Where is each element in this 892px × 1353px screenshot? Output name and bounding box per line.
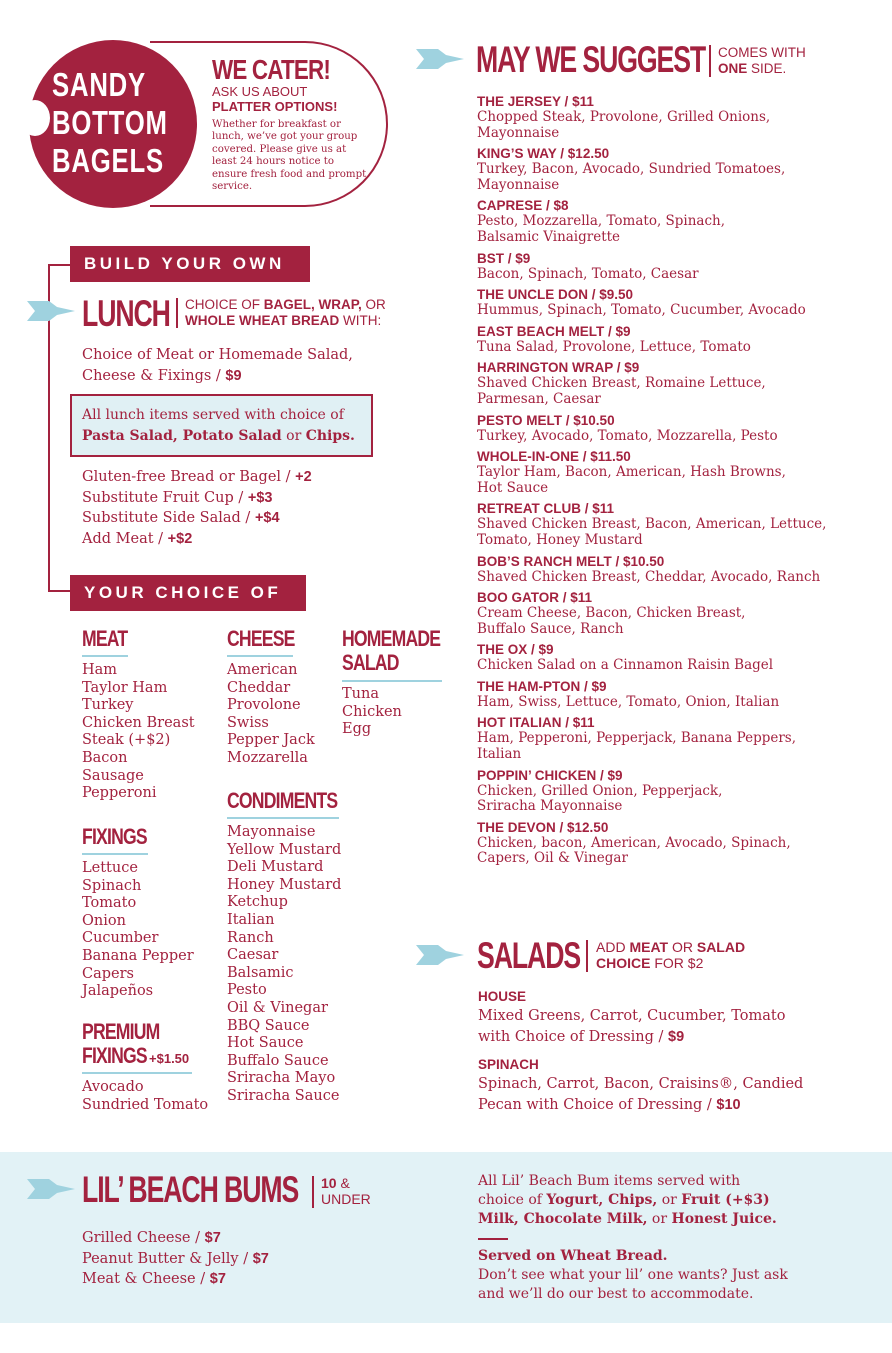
menu-item [477,93,837,141]
menu-item-desc [477,517,837,548]
list-item: Egg [342,721,372,738]
list-item: Balsamic [227,964,294,981]
menu-item-price: $8 [553,198,569,214]
kids-note-bold: Honest Juice. [671,1211,777,1227]
desc-line: Capers, Oil & Vinegar [477,850,628,867]
lunch-choice-line: Cheese & Fixings / [82,367,226,384]
kids-item-label: Meat & Cheese / [82,1271,210,1287]
menu-item-name: KING’S WAY [477,146,557,162]
list-item: Sundried Tomato [82,1096,209,1113]
salads-sub-text: ADD [596,939,630,955]
menu-item-name: WHOLE-IN-ONE [477,449,579,465]
list-item: Tuna [342,686,379,702]
desc-line: Chicken Salad on a Cinnamon Raisin Bagel [477,657,774,674]
kids-note-bold: Fruit (+$3) [681,1192,770,1208]
menu-item-desc [477,267,837,283]
list-item: Banana Pepper [82,947,194,964]
menu-item [477,197,837,245]
salad-desc [478,1006,838,1048]
menu-item-price: $9 [624,360,640,376]
cater-title: WE CATER! [212,54,331,85]
list-item: Turkey [82,697,134,714]
homemade-salad-list [342,686,447,739]
menu-item [477,359,837,407]
menu-item-price: $11.50 [590,449,631,465]
menu-item-title: BST / $9 [477,250,531,266]
menu-item-desc [477,303,837,319]
kids-item-price: $7 [252,1250,269,1267]
menu-item-name: BOB’S RANCH MELT [477,553,612,569]
menu-item-name: THE DEVON [477,819,556,835]
extra-label: Gluten-free Bread or Bagel / [82,469,296,485]
premium-price: +$1.50 [149,1051,190,1066]
salad-name: SPINACH [478,1057,539,1072]
list-item: Caesar [227,947,279,964]
menu-item-desc [477,110,837,141]
arrow-icon [27,299,75,323]
suggest-sub-line: SIDE. [747,61,787,76]
menu-item [477,641,837,674]
logo [52,66,192,180]
meat-list [82,662,200,803]
menu-item-price: $11 [592,501,615,517]
fixings-list [82,860,212,1001]
menu-item [477,286,837,319]
salad-desc-line: Pecan with Choice of Dressing / [478,1097,717,1113]
lunch-note-bold: Pasta Salad, Potato Salad [82,428,282,444]
homemade-salad-section [342,627,447,739]
desc-line: Balsamic Vinaigrette [477,228,621,245]
kids-item-label: Grilled Cheese / [82,1230,205,1246]
desc-line: Mayonnaise [477,124,560,141]
kids-note [478,1172,858,1304]
extra-price: +2 [295,469,312,485]
lunch-note-bold: Chips. [305,428,355,444]
menu-item-price: $9 [515,250,531,266]
kids-item [82,1228,269,1249]
list-item: Mozzarella [227,749,308,766]
homemade-salad-title: SALAD [342,650,399,675]
desc-line: Chicken, Grilled Onion, Pepperjack, [477,782,723,799]
condiments-list [227,824,377,1106]
desc-line: Tomato, Honey Mustard [477,531,643,548]
menu-item-desc [477,658,837,674]
menu-item-title: THE OX / $9 [477,642,554,658]
menu-item-price: $9 [615,323,631,339]
extra-label: Substitute Side Salad / [82,510,255,526]
salad-desc-line: with Choice of Dressing / [478,1029,669,1045]
logo-line: BAGELS [52,142,164,179]
salad-name: HOUSE [478,989,527,1004]
your-choice-bar: YOUR CHOICE OF [70,575,306,611]
list-item: Avocado [82,1079,144,1095]
kids-items [82,1228,269,1290]
list-item: Taylor Ham [82,679,168,696]
kids-sub-text: & [336,1175,350,1191]
salad-desc-line: Spinach, Carrot, Bacon, Craisins®, Candied [478,1076,804,1092]
kids-ask-line: and we’ll do our best to accommodate. [478,1286,754,1302]
extra-price: +$2 [167,530,193,547]
menu-item [477,714,837,762]
salads-sub-text: FOR $2 [650,955,704,971]
salads-sub-bold: CHOICE [596,955,651,971]
menu-item-price: $9 [591,678,607,694]
menu-item-title: HOT ITALIAN / $11 [477,715,595,731]
kids-note-line: All Lil’ Beach Bum items served with [478,1173,741,1189]
fixings-section [82,825,212,1001]
salad-spinach [478,1056,838,1116]
kids-item-label: Peanut Butter & Jelly / [82,1250,253,1267]
list-item: Yellow Mustard [227,841,342,858]
divider [586,940,588,972]
menu-item-name: HOT ITALIAN [477,715,562,731]
desc-line: Turkey, Bacon, Avocado, Sundried Tomatoes, [477,161,786,178]
menu-item-name: PESTO MELT [477,412,563,428]
arrow-icon [416,943,464,967]
cater-sub-line: ASK US ABOUT [212,84,308,99]
extra-label: Add Meat / [82,530,168,547]
menu-item-title: THE JERSEY / $11 [477,94,594,109]
desc-line: Bacon, Spinach, Tomato, Caesar [477,265,699,282]
menu-item-title: BOB’S RANCH MELT / $10.50 [477,553,665,569]
premium-rule [82,1072,192,1074]
premium-title: PREMIUM [82,1019,160,1044]
menu-item-price: $9 [607,767,623,783]
cheese-rule [227,655,293,657]
list-item: Sriracha Sauce [227,1087,340,1104]
meat-title: MEAT [82,626,128,651]
menu-item-title: KING’S WAY / $12.50 [477,146,610,162]
desc-line: Cream Cheese, Bacon, Chicken Breast, [477,605,746,622]
menu-item-title: BOO GATOR / $11 [477,590,593,606]
list-item: Hot Sauce [227,1035,304,1052]
lunch-extras [82,467,312,549]
menu-item-title: POPPIN’ CHICKEN / $9 [477,767,623,783]
list-item: Capers [82,965,134,982]
menu-item [477,819,837,867]
menu-item [477,589,837,637]
menu-item-price: $9.50 [599,287,634,303]
menu-item [477,553,837,586]
kids-note-text: or [657,1192,682,1208]
lunch-sub-text: CHOICE OF [185,297,264,312]
kids-note-bold: Yogurt, Chips, [546,1192,658,1208]
extra-item [82,508,312,529]
list-item: Mayonnaise [227,824,316,840]
lunch-choice [82,345,353,386]
fixings-rule [82,853,148,855]
list-item: Swiss [227,714,269,731]
salads-title: SALADS [477,935,581,976]
list-item: Deli Mustard [227,859,324,876]
menu-item-desc [477,695,837,711]
menu-item-desc [477,465,837,496]
salad-price: $9 [668,1029,685,1045]
suggest-sub-line: COMES WITH [718,45,806,60]
list-item: Spinach [82,877,142,894]
menu-item-title: CAPRESE / $8 [477,198,569,214]
logo-line: BOTTOM [52,104,168,141]
salads-sub-bold: SALAD [696,939,746,955]
salad-price: $10 [716,1097,741,1113]
list-item: Ranch [227,929,274,946]
extra-label: Substitute Fruit Cup / [82,489,248,506]
kids-served: Served on Wheat Bread. [478,1248,668,1264]
homemade-salad-rule [342,680,442,682]
desc-line: Chopped Steak, Provolone, Grilled Onions, [477,109,771,125]
premium-fixings-section [82,1020,217,1114]
cater-body: Whether for breakfast or lunch, we’ve got your group covered. Please give us at least 24 hours notice to ensure fresh food and prompt service. [212,119,367,193]
list-item: Chicken Breast [82,714,195,731]
menu-item-desc [477,606,837,637]
kids-sub-bold: 10 [321,1175,337,1191]
cater-subtitle [212,84,337,114]
menu-item-name: BST [477,250,504,266]
desc-line: Buffalo Sauce, Ranch [477,620,624,637]
salads-sub-bold: MEAT [629,939,669,955]
suggest-subtitle [718,45,806,77]
kids-item-price: $7 [204,1230,221,1246]
menu-item-title: EAST BEACH MELT / $9 [477,323,631,339]
extra-item [82,529,312,550]
menu-item-price: $10.50 [623,553,665,569]
lunch-sub-text: WITH: [339,313,382,328]
lunch-subtitle [185,297,386,329]
list-item: Tomato [82,895,137,912]
desc-line: Mayonnaise [477,176,560,193]
divider [176,298,178,328]
lunch-sub-text: OR [361,297,386,312]
extra-item [82,467,312,488]
menu-item-price: $12.50 [567,819,609,835]
menu-item [477,145,837,193]
lunch-price: $9 [225,367,242,384]
menu-item-title: THE DEVON / $12.50 [477,819,609,835]
salad-desc [478,1074,838,1116]
menu-item-desc [477,162,837,193]
desc-line: Italian [477,746,522,763]
list-item: Sausage [82,767,144,784]
menu-item-title: WHOLE-IN-ONE / $11.50 [477,449,631,465]
fixings-title: FIXINGS [82,824,147,849]
menu-item-name: CAPRESE [477,198,543,214]
build-your-own-bar: BUILD YOUR OWN [70,246,310,282]
list-item: BBQ Sauce [227,1017,310,1034]
menu-item-price: $12.50 [567,146,610,162]
menu-item-desc [477,570,837,586]
salad-desc-line: Mixed Greens, Carrot, Cucumber, Tomato [478,1008,786,1024]
list-item: Ham [82,662,118,678]
kids-title: LIL’ BEACH BUMS [82,1169,299,1210]
salads-sub-text: OR [668,939,697,955]
desc-line: Tuna Salad, Provolone, Lettuce, Tomato [477,338,751,355]
desc-line: Shaved Chicken Breast, Cheddar, Avocado, Ranch [477,568,821,585]
list-item: Lettuce [82,860,138,876]
premium-title: FIXINGS [82,1043,147,1068]
menu-item-price: $11 [572,715,595,731]
list-item: Oil & Vinegar [227,999,328,1016]
menu-item-desc [477,784,837,815]
cater-sub-bold: PLATTER OPTIONS! [212,99,338,114]
desc-line: Sriracha Mayonnaise [477,798,623,815]
menu-item-title: HARRINGTON WRAP / $9 [477,360,640,376]
lunch-choice-line: Choice of Meat or Homemade Salad, [82,347,353,363]
kids-subtitle [321,1175,371,1207]
menu-item-name: POPPIN’ CHICKEN [477,767,597,783]
menu-item-name: THE OX [477,642,528,658]
desc-line: Taylor Ham, Bacon, American, Hash Browns, [477,464,786,481]
list-item: Chicken [342,703,402,720]
premium-list [82,1079,217,1114]
suggest-list [477,93,837,871]
menu-item-desc [477,214,837,245]
menu-item [477,500,837,548]
desc-line: Hummus, Spinach, Tomato, Cucumber, Avocado [477,302,806,319]
list-item: Buffalo Sauce [227,1052,329,1069]
menu-item [477,323,837,356]
meat-section [82,627,200,803]
desc-line: Shaved Chicken Breast, Romaine Lettuce, [477,375,766,392]
lunch-note [70,394,373,457]
desc-line: Chicken, bacon, American, Avocado, Spinach, [477,834,791,851]
kids-sub-text: UNDER [321,1191,371,1207]
desc-line: Hot Sauce [477,479,549,496]
list-item: Sriracha Mayo [227,1070,336,1087]
desc-line: Pesto, Mozzarella, Tomato, Spinach, [477,213,726,230]
desc-line: Turkey, Avocado, Tomato, Mozzarella, Pesto [477,427,778,444]
menu-item-desc [477,376,837,407]
condiments-title: CONDIMENTS [227,788,338,813]
kids-note-rule [478,1238,508,1240]
condiments-rule [227,817,339,819]
list-item: Jalapeños [82,983,154,1000]
menu-item-name: HARRINGTON WRAP [477,360,614,376]
arrow-icon [416,47,464,71]
list-item: American [227,662,298,678]
logo-bite [20,100,50,136]
cheese-list [227,662,337,768]
salad-house [478,988,838,1048]
menu-item-price: $11 [570,590,593,606]
lunch-note-line: All lunch items served with choice of [82,407,344,423]
list-item: Onion [82,912,126,929]
list-item: Bacon [82,749,128,766]
menu-item-price: $10.50 [573,412,615,428]
kids-item [82,1249,269,1270]
kids-item [82,1269,269,1290]
desc-line: Shaved Chicken Breast, Bacon, American, Lettuce, [477,516,827,533]
lunch-note-text: or [281,428,306,444]
desc-line: Ham, Pepperoni, Pepperjack, Banana Peppers, [477,730,797,747]
list-item: Pepper Jack [227,732,315,749]
homemade-salad-title: HOMEMADE [342,626,441,651]
menu-item-title: RETREAT CLUB / $11 [477,501,615,517]
list-item: Pepperoni [82,785,157,802]
lunch-title: LUNCH [82,293,170,334]
kids-note-bold: Milk, Chocolate Milk, [478,1211,648,1227]
meat-rule [82,655,128,657]
menu-item-name: THE HAM-PTON [477,678,581,694]
premium-title-row [82,1044,217,1068]
menu-item-name: THE JERSEY [477,94,561,109]
menu-item-name: RETREAT CLUB [477,501,581,517]
list-item: Italian [227,911,275,928]
lunch-sub-bold: BAGEL, WRAP, [263,297,362,312]
cheese-section [227,627,337,768]
list-item: Honey Mustard [227,876,342,893]
extra-price: +$3 [247,489,273,506]
list-item: Steak (+$2) [82,732,171,749]
lunch-sub-bold: WHOLE WHEAT BREAD [185,313,340,328]
arrow-icon [27,1177,75,1201]
menu-item [477,250,837,283]
list-item: Cucumber [82,930,159,947]
menu-item [477,448,837,496]
menu-item-desc [477,731,837,762]
menu-item-title: THE UNCLE DON / $9.50 [477,287,634,303]
divider [709,45,711,77]
extra-price: +$4 [254,510,280,526]
menu-item-title: PESTO MELT / $10.50 [477,412,615,428]
menu-item [477,678,837,711]
desc-line: Ham, Swiss, Lettuce, Tomato, Onion, Italian [477,693,780,710]
menu-item-name: EAST BEACH MELT [477,323,605,339]
desc-line: Parmesan, Caesar [477,390,601,407]
logo-line: SANDY [52,66,147,103]
menu-item [477,767,837,815]
menu-item-name: THE UNCLE DON [477,287,588,303]
kids-item-price: $7 [209,1271,226,1287]
menu-item-desc [477,340,837,356]
kids-ask-line: Don’t see what your lil’ one wants? Just ask [478,1267,788,1283]
suggest-sub-bold: ONE [718,61,748,76]
condiments-section [227,789,377,1106]
list-item: Cheddar [227,679,291,696]
list-item: Provolone [227,697,301,714]
menu-item [477,412,837,445]
menu-item-name: BOO GATOR [477,590,560,606]
menu-item-desc [477,429,837,445]
menu-item-price: $11 [572,94,594,109]
list-item: Pesto [227,982,267,999]
menu-item-title: THE HAM-PTON / $9 [477,678,607,694]
kids-note-text: choice of [478,1192,547,1208]
kids-note-text: or [647,1211,672,1227]
suggest-title: MAY WE SUGGEST [476,39,706,80]
extra-item [82,488,312,509]
list-item: Ketchup [227,894,288,911]
menu-item-price: $9 [538,642,554,658]
menu-item-desc [477,836,837,867]
cheese-title: CHEESE [227,626,295,651]
salads-subtitle [596,939,745,971]
divider [312,1176,314,1208]
